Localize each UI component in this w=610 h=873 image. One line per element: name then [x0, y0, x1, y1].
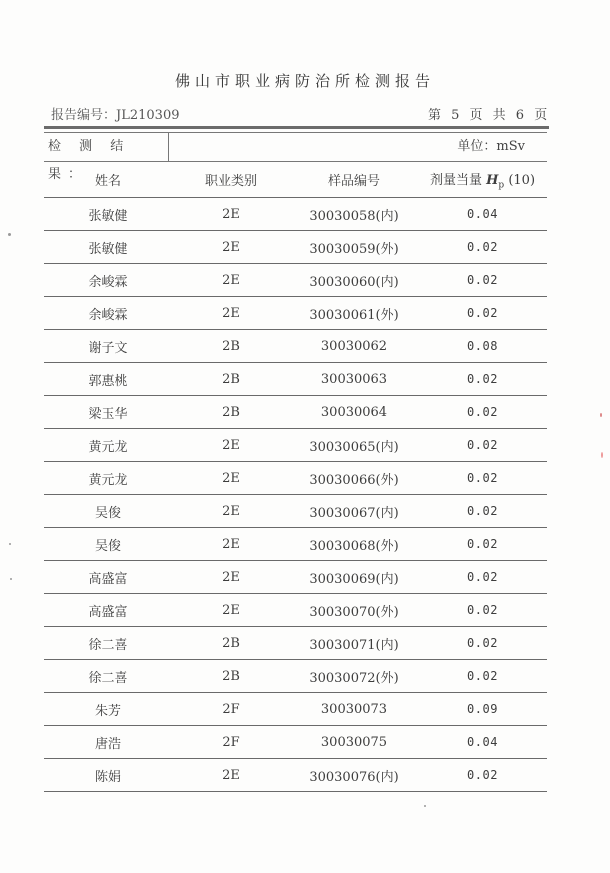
table-row — [44, 627, 547, 660]
table-row — [44, 429, 547, 462]
report-number — [51, 104, 180, 123]
dose-cell: 0.02 — [418, 495, 547, 528]
header-divider — [44, 126, 549, 129]
category-cell: 2B — [172, 627, 290, 660]
table-row — [44, 297, 547, 330]
category-cell: 2E — [172, 429, 290, 462]
dose-cell: 0.09 — [418, 693, 547, 726]
report-title: 佛山市职业病防治所检测报告 — [174, 72, 435, 90]
table-body — [44, 198, 547, 792]
sample-cell: 30030060(内) — [290, 264, 418, 297]
name-cell: 朱芳 — [44, 693, 172, 726]
table-row — [44, 363, 547, 396]
table-row — [44, 231, 547, 264]
column-header-name: 姓名 — [44, 162, 172, 198]
sample-cell: 30030075 — [290, 726, 418, 759]
table-row — [44, 330, 547, 363]
dose-cell: 0.02 — [418, 363, 547, 396]
name-cell: 黄元龙 — [44, 429, 172, 462]
column-header-sample: 样品编号 — [290, 162, 418, 198]
sample-cell: 30030072(外) — [290, 660, 418, 693]
sample-cell: 30030063 — [290, 363, 418, 396]
sample-cell: 30030071(内) — [290, 627, 418, 660]
dose-cell: 0.04 — [418, 726, 547, 759]
dose-cell: 0.02 — [418, 561, 547, 594]
sample-cell: 30030059(外) — [290, 231, 418, 264]
sample-cell: 30030065(内) — [290, 429, 418, 462]
table-row — [44, 726, 547, 759]
result-label: 检 测 结 果： — [48, 133, 169, 161]
table-header-row — [44, 162, 547, 198]
name-cell: 郭惠桃 — [44, 363, 172, 396]
category-cell: 2E — [172, 264, 290, 297]
dose-header-symbol: H — [486, 172, 499, 188]
sample-cell: 30030064 — [290, 396, 418, 429]
unit-label: 单位：mSv — [457, 139, 525, 154]
name-cell: 余峻霖 — [44, 297, 172, 330]
name-cell: 黄元龙 — [44, 462, 172, 495]
category-cell: 2E — [172, 198, 290, 231]
scan-speck — [600, 413, 602, 417]
name-cell: 梁玉华 — [44, 396, 172, 429]
dose-cell: 0.02 — [418, 627, 547, 660]
scan-speck — [10, 578, 12, 580]
table-row — [44, 594, 547, 627]
dose-cell: 0.02 — [418, 264, 547, 297]
category-cell: 2E — [172, 231, 290, 264]
dose-table — [44, 162, 547, 792]
sample-cell: 30030067(内) — [290, 495, 418, 528]
dose-cell: 0.02 — [418, 396, 547, 429]
category-cell: 2F — [172, 693, 290, 726]
table-row — [44, 561, 547, 594]
page-indicator: 第 5 页 共 6 页 — [428, 108, 551, 123]
sample-cell: 30030068(外) — [290, 528, 418, 561]
scan-speck — [9, 543, 11, 545]
table-row — [44, 759, 547, 792]
table-row — [44, 495, 547, 528]
category-cell: 2E — [172, 297, 290, 330]
dose-cell: 0.02 — [418, 594, 547, 627]
name-cell: 高盛富 — [44, 561, 172, 594]
dose-header-subscript: p — [498, 180, 505, 191]
dose-cell: 0.02 — [418, 462, 547, 495]
sample-cell: 30030070(外) — [290, 594, 418, 627]
table-row — [44, 693, 547, 726]
table-row — [44, 198, 547, 231]
name-cell: 余峻霖 — [44, 264, 172, 297]
sample-cell: 30030061(外) — [290, 297, 418, 330]
dose-cell: 0.04 — [418, 198, 547, 231]
category-cell: 2F — [172, 726, 290, 759]
dose-cell: 0.02 — [418, 231, 547, 264]
scan-speck — [8, 233, 11, 236]
category-cell: 2B — [172, 660, 290, 693]
report-number-value: JL210309 — [116, 108, 180, 123]
name-cell: 谢子文 — [44, 330, 172, 363]
sample-cell: 30030062 — [290, 330, 418, 363]
sample-cell: 30030076(内) — [290, 759, 418, 792]
column-header-category: 职业类别 — [172, 162, 290, 198]
category-cell: 2E — [172, 594, 290, 627]
scan-speck — [601, 452, 603, 458]
name-cell: 唐浩 — [44, 726, 172, 759]
dose-cell: 0.02 — [418, 429, 547, 462]
table-row — [44, 660, 547, 693]
category-cell: 2B — [172, 330, 290, 363]
dose-cell: 0.02 — [418, 297, 547, 330]
dose-cell: 0.08 — [418, 330, 547, 363]
table-row — [44, 462, 547, 495]
table-row — [44, 264, 547, 297]
name-cell: 吴俊 — [44, 495, 172, 528]
category-cell: 2E — [172, 462, 290, 495]
category-cell: 2E — [172, 561, 290, 594]
report-number-label: 报告编号： — [51, 108, 117, 123]
dose-cell: 0.02 — [418, 528, 547, 561]
category-cell: 2E — [172, 495, 290, 528]
category-cell: 2E — [172, 759, 290, 792]
sample-cell: 30030066(外) — [290, 462, 418, 495]
table-row — [44, 528, 547, 561]
dose-header-suffix: (10) — [508, 172, 536, 188]
name-cell: 徐二喜 — [44, 627, 172, 660]
category-cell: 2B — [172, 363, 290, 396]
name-cell: 徐二喜 — [44, 660, 172, 693]
category-cell: 2B — [172, 396, 290, 429]
name-cell: 张敏健 — [44, 198, 172, 231]
category-cell: 2E — [172, 528, 290, 561]
dose-cell: 0.02 — [418, 660, 547, 693]
name-cell: 高盛富 — [44, 594, 172, 627]
name-cell: 吴俊 — [44, 528, 172, 561]
dose-cell: 0.02 — [418, 759, 547, 792]
column-header-dose — [418, 162, 547, 198]
name-cell: 张敏健 — [44, 231, 172, 264]
results-section — [44, 132, 547, 792]
sample-cell: 30030073 — [290, 693, 418, 726]
table-row — [44, 396, 547, 429]
sample-cell: 30030069(内) — [290, 561, 418, 594]
dose-header-prefix: 剂量当量 — [429, 172, 482, 188]
sample-cell: 30030058(内) — [290, 198, 418, 231]
name-cell: 陈娟 — [44, 759, 172, 792]
scan-speck — [424, 805, 426, 807]
